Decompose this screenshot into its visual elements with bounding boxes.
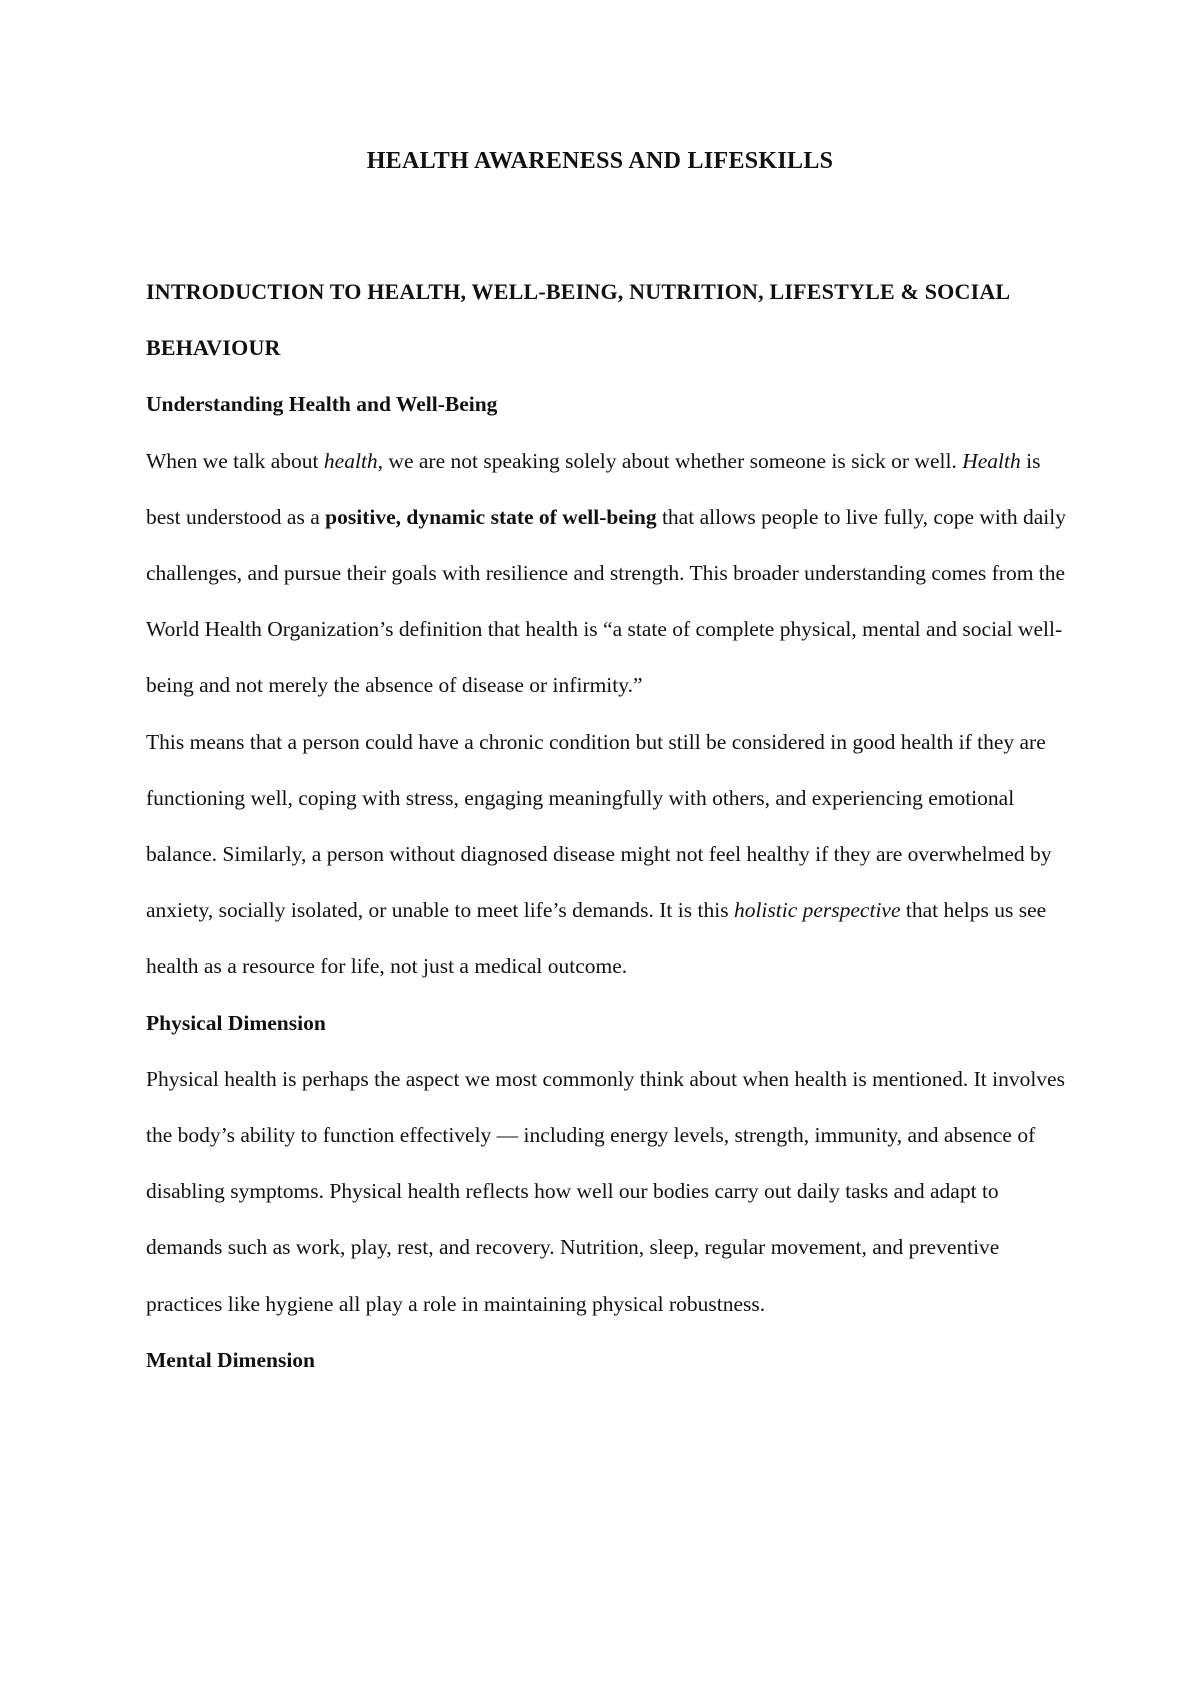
paragraph-health-definition xyxy=(146,433,1076,714)
text-segment-bold: positive, dynamic state of well-being xyxy=(325,504,657,529)
paragraph-physical-health xyxy=(146,1051,1076,1332)
text-segment-italic: Health xyxy=(962,448,1021,473)
section-heading: INTRODUCTION TO HEALTH, WELL-BEING, NUTRITION, LIFESTYLE & SOCIAL BEHAVIOUR xyxy=(146,279,1010,361)
text-segment: that helps us see health as a resource for life, not just a medical outcome. xyxy=(146,898,1047,979)
paragraph-holistic-perspective xyxy=(146,714,1076,995)
text-segment-italic: holistic perspective xyxy=(733,898,901,923)
text-segment-italic: health xyxy=(323,448,378,473)
text-segment: , we are not speaking solely about whether someone is sick or well. xyxy=(377,448,963,473)
text-segment: that allows people to live fully, cope with daily challenges, and pursue their goals with resilience and strength. This broader understanding comes from the World Health Organization’s definition that health is “a state of complete physical, mental and social well-being and not merely the absence of disease or infirmity.” xyxy=(146,504,1066,698)
text-segment: is best understood as a xyxy=(146,448,1041,529)
text-segment: Physical health is perhaps the aspect we most commonly think about when health is mentioned. It involves the body’s ability to function effectively — including energy levels, strength, immunity, and absence of disabling symptoms. Physical health reflects how well our bodies carry out daily tasks and adapt to demands such as work, play, rest, and recovery. Nutrition, sleep, regular movement, and preventive practices like hygiene all play a role in maintaining physical robustness. xyxy=(146,1066,1065,1316)
document-title: HEALTH AWARENESS AND LIFESKILLS xyxy=(366,148,834,174)
subsection-heading-mental: Mental Dimension xyxy=(146,1347,316,1372)
text-segment: When we talk about xyxy=(146,448,324,473)
document-body xyxy=(146,264,1076,1388)
subsection-heading-health-wellbeing: Understanding Health and Well-Being xyxy=(146,392,498,417)
subsection-heading-physical: Physical Dimension xyxy=(146,1010,326,1035)
text-segment: This means that a person could have a chronic condition but still be considered in good health if they are functioning well, coping with stress, engaging meaningfully with others, and experiencing emotional balance. Similarly, a person without diagnosed disease might not feel healthy if they are overwhelmed by anxiety, socially isolated, or unable to meet life’s demands. It is this xyxy=(146,729,1052,923)
